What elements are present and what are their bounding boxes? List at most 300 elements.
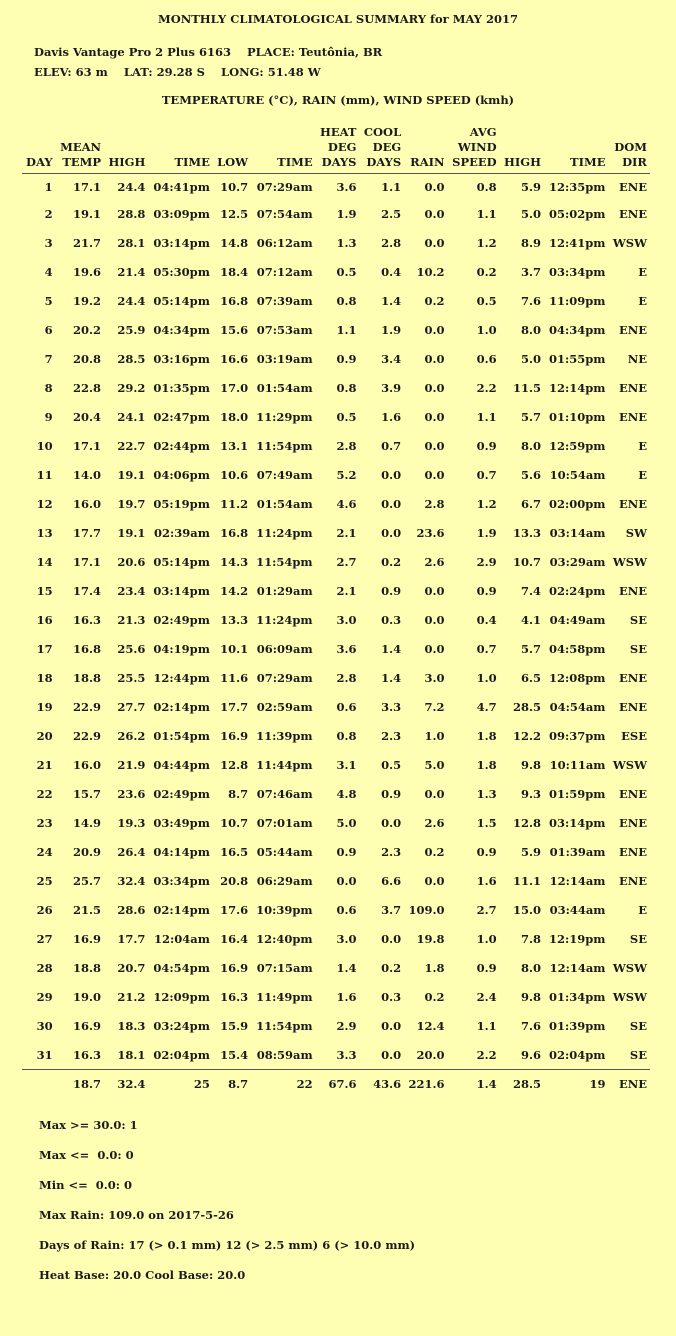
column-header [404,125,447,174]
table-cell: 02:39am [154,525,210,540]
table-cell: 11:39pm [256,728,313,743]
table-cell: 3.9 [381,380,402,395]
column-header-line [254,140,313,155]
table-cell: 3.0 [424,670,445,685]
table-cell: 18 [36,670,53,685]
table-cell: 02:44pm [153,438,210,453]
table-cell: 0.0 [336,873,357,888]
table-cell: 4.6 [336,496,357,511]
table-cell: 1.4 [336,960,357,975]
table-cell: 04:41pm [153,179,210,194]
column-header-line: RAIN [410,155,445,169]
table-cell: 17.7 [220,699,249,714]
table-cell: 14.9 [73,815,102,830]
table-cell: 04:54pm [153,960,210,975]
table-cell: 25.7 [73,873,102,888]
table-cell: 19.2 [73,293,102,308]
table-cell: 9.3 [520,786,541,801]
table-cell: 16.9 [220,728,249,743]
table-cell: 6 [44,322,53,337]
table-cell: 2.1 [336,525,357,540]
table-cell: 04:34pm [153,322,210,337]
table-cell: 1.9 [336,206,357,221]
column-header-line [407,140,444,155]
column-header-line [151,125,210,140]
table-cell: 05:14pm [153,293,210,308]
table-cell: 16.3 [220,989,249,1004]
table-row [22,1040,650,1070]
table-cell: 0.0 [424,235,445,250]
table-cell: 11 [36,467,53,482]
table-cell: 0.8 [476,179,497,194]
table-cell: 2.4 [476,989,497,1004]
table-cell: 12.8 [512,815,541,830]
table-cell: 19.3 [117,815,146,830]
table-cell: 11:24pm [256,525,313,540]
table-cell: 28.1 [117,235,146,250]
column-header [544,125,609,174]
table-cell: 10.7 [512,554,541,569]
table-cell: 12:41pm [549,235,606,250]
table-cell: 16.3 [73,1047,102,1062]
table-cell: 18.0 [220,409,249,424]
table-cell: 3.7 [381,902,402,917]
totals-cell: 67.6 [316,1070,360,1099]
column-header-line [407,125,444,140]
table-cell: 17.7 [73,525,102,540]
table-cell: 29.2 [117,380,146,395]
column-header-line: DIR [622,155,647,169]
table-cell: 16.9 [73,931,102,946]
table-row [22,518,650,547]
table-cell: 0.0 [424,467,445,482]
table-cell: 25.6 [117,641,146,656]
table-cell: E [638,264,647,279]
column-header-line: DEG [372,140,402,154]
table-cell: 12:04am [154,931,210,946]
table-cell: 12:14pm [549,380,606,395]
table-cell: 10.6 [220,467,249,482]
column-header-line: WIND [457,140,497,154]
table-cell: 7.6 [520,293,541,308]
column-header [500,125,544,174]
table-cell: 3.7 [520,264,541,279]
table-cell: 8.7 [228,786,249,801]
table-cell: 5.9 [520,844,541,859]
table-cell: 1.3 [476,786,497,801]
table-cell: 16.9 [73,1018,102,1033]
table-row [22,808,650,837]
table-cell: 11:44pm [256,757,313,772]
table-cell: 3.0 [336,931,357,946]
table-cell: 1.4 [381,670,402,685]
table-cell: 06:09am [256,641,313,656]
table-row [22,576,650,605]
table-cell: 17.0 [220,380,249,395]
table-cell: 21.2 [117,989,146,1004]
table-cell: 0.0 [424,206,445,221]
table-row [22,750,650,779]
table-cell: 16.6 [220,351,249,366]
table-row [22,924,650,953]
table-cell: ENE [618,380,647,395]
totals-cell: 18.7 [56,1070,104,1099]
table-cell: 06:29am [256,873,313,888]
table-cell: 11:54pm [256,554,313,569]
lat-label: LAT: [123,65,153,79]
table-cell: E [638,902,647,917]
table-cell: 1.0 [476,670,497,685]
table-cell: 22.9 [73,699,102,714]
table-cell: 28.5 [117,351,146,366]
table-cell: 05:02pm [549,206,606,221]
table-cell: 0.2 [476,264,497,279]
table-cell: 2 [44,206,53,221]
table-row [22,489,650,518]
totals-cell: 1.4 [448,1070,500,1099]
table-cell: 19.0 [73,989,102,1004]
table-cell: 07:15am [256,960,313,975]
table-cell: 18.1 [117,1047,146,1062]
table-cell: 25 [36,873,53,888]
table-cell: 04:34pm [549,322,606,337]
note-line: Days of Rain: 17 (> 0.1 mm) 12 (> 2.5 mm) 6 (> 10.0 mm) [39,1238,416,1252]
table-cell: 0.0 [381,525,402,540]
table-cell: 17.1 [73,438,102,453]
table-row [22,547,650,576]
table-cell: E [638,438,647,453]
table-cell: 21.7 [73,235,102,250]
table-cell: 20.0 [416,1047,445,1062]
table-cell: 08:59am [256,1047,313,1062]
table-cell: 2.9 [336,1018,357,1033]
table-cell: 9.8 [520,989,541,1004]
table-cell: 12.5 [220,206,249,221]
column-header-line [25,125,53,140]
table-cell: 2.8 [336,438,357,453]
table-cell: 05:14pm [153,554,210,569]
table-cell: 11:09pm [549,293,606,308]
table-cell: 5.9 [520,179,541,194]
table-cell: 0.0 [381,931,402,946]
table-cell: 22.8 [73,380,102,395]
table-cell: 20.9 [73,844,102,859]
table-row [22,663,650,692]
totals-cell: 28.5 [500,1070,544,1099]
table-cell: 03:49pm [153,815,210,830]
table-cell: 01:35pm [153,380,210,395]
table-cell: 20.8 [73,351,102,366]
column-header [251,125,316,174]
table-cell: ENE [618,670,647,685]
table-cell: 2.8 [381,235,402,250]
table-cell: 17.1 [73,554,102,569]
column-header-line: DAYS [366,155,402,169]
table-cell: 0.2 [424,293,445,308]
table-cell: 14.3 [220,554,249,569]
table-row [22,866,650,895]
column-header-line: TEMP [62,155,102,169]
column-header [359,125,404,174]
table-cell: 27.7 [117,699,146,714]
totals-cell [22,1070,56,1099]
table-cell: 1.1 [476,409,497,424]
table-cell: 0.5 [336,409,357,424]
table-cell: 0.7 [381,438,402,453]
column-header-line: TIME [570,155,606,169]
table-cell: 10.7 [220,179,249,194]
table-cell: SE [629,1018,647,1033]
totals-cell: 221.6 [404,1070,447,1099]
table-cell: 18.8 [73,960,102,975]
table-cell: 2.1 [336,583,357,598]
table-cell: 15 [36,583,53,598]
table-cell: 0.0 [381,815,402,830]
table-cell: 10.7 [220,815,249,830]
table-cell: 07:39am [256,293,313,308]
table-cell: 17.1 [73,179,102,194]
table-cell: 12:08pm [549,670,606,685]
table-cell: 02:59am [256,699,313,714]
table-cell: 0.2 [381,960,402,975]
table-cell: 0.9 [476,438,497,453]
table-cell: 03:14pm [153,235,210,250]
table-cell: 11:49pm [256,989,313,1004]
column-header [56,125,104,174]
table-cell: 0.0 [424,322,445,337]
table-cell: SW [625,525,647,540]
table-cell: 03:14pm [549,815,606,830]
column-header-line: HIGH [504,155,541,169]
table-cell: 0.7 [476,641,497,656]
table-cell: 3.3 [381,699,402,714]
table-cell: 16.8 [220,293,249,308]
table-row [22,431,650,460]
table-cell: 2.6 [424,554,445,569]
table-cell: 21.5 [73,902,102,917]
long-label: LONG: [221,65,264,79]
table-cell: 09:37pm [549,728,606,743]
table-cell: 01:39pm [549,1018,606,1033]
table-cell: 9 [44,409,53,424]
table-cell: 0.4 [381,264,402,279]
table-cell: 0.0 [424,786,445,801]
table-cell: 02:49pm [153,612,210,627]
table-cell: NE [627,351,647,366]
table-cell: 5.7 [520,409,541,424]
table-cell: 04:19pm [153,641,210,656]
table-cell: 1.4 [381,641,402,656]
column-header-line [107,140,145,155]
table-cell: 0.3 [381,989,402,1004]
table-cell: ENE [618,496,647,511]
column-header-line: AVG [469,125,497,139]
table-row [22,373,650,402]
table-cell: 07:29am [256,179,313,194]
column-header [316,125,360,174]
table-cell: 0.8 [336,380,357,395]
table-cell: 15.9 [220,1018,249,1033]
column-header [22,125,56,174]
table-cell: 11.2 [220,496,249,511]
table-cell: 0.9 [336,351,357,366]
table-cell: 07:29am [256,670,313,685]
table-cell: 22.9 [73,728,102,743]
table-cell: 13.3 [512,525,541,540]
table-cell: 0.9 [381,583,402,598]
table-cell: SE [629,641,647,656]
table-cell: 109.0 [408,902,445,917]
table-footer [22,1070,650,1099]
table-cell: 01:54pm [153,728,210,743]
table-cell: 11.5 [512,380,541,395]
long-value: 51.48 W [267,65,321,79]
column-header-line [547,125,606,140]
table-cell: 10 [36,438,53,453]
table-cell: 2.8 [424,496,445,511]
table-cell: 2.7 [336,554,357,569]
table-cell: 23 [36,815,53,830]
column-header-line [547,140,606,155]
table-cell: 15.7 [73,786,102,801]
table-cell: 05:19pm [153,496,210,511]
table-cell: 19.6 [73,264,102,279]
table-header [22,125,650,174]
table-cell: 02:24pm [549,583,606,598]
table-cell: 01:55pm [549,351,606,366]
table-cell: 22.7 [117,438,146,453]
table-cell: 8 [44,380,53,395]
table-cell: 1.6 [336,989,357,1004]
table-cell: 22 [36,786,53,801]
report-title: MONTHLY CLIMATOLOGICAL SUMMARY for MAY 2017 [157,12,519,26]
table-cell: 04:54am [549,699,606,714]
totals-cell: 25 [148,1070,213,1099]
table-cell: 05:30pm [153,264,210,279]
table-cell: 1.8 [476,728,497,743]
table-cell: 21.4 [117,264,146,279]
table-cell: 02:14pm [153,902,210,917]
table-cell: 0.0 [381,1047,402,1062]
table-cell: 02:04pm [549,1047,606,1062]
column-header-line [107,125,145,140]
table-cell: 02:00pm [549,496,606,511]
header-row [22,125,650,174]
table-cell: 18.3 [117,1018,146,1033]
table-cell: 16.4 [220,931,249,946]
table-cell: 03:14am [549,525,606,540]
table-cell: 16.9 [220,960,249,975]
table-cell: 12 [36,496,53,511]
table-cell: 13 [36,525,53,540]
table-cell: 02:49pm [153,786,210,801]
summary-notes [39,1117,415,1297]
table-cell: 03:34pm [153,873,210,888]
table-cell: 0.7 [476,467,497,482]
table-cell: 16.5 [220,844,249,859]
table-cell: 2.9 [476,554,497,569]
column-header-line [151,140,210,155]
table-cell: 5 [44,293,53,308]
table-row [22,228,650,257]
table-cell: 12:59pm [549,438,606,453]
place-label: PLACE: [247,45,295,59]
table-cell: 01:29am [256,583,313,598]
table-cell: 2.6 [424,815,445,830]
table-cell: 1.6 [476,873,497,888]
table-cell: 16.8 [73,641,102,656]
column-header-line [611,125,647,140]
table-cell: 0.0 [424,409,445,424]
units-line: TEMPERATURE (°C), RAIN (mm), WIND SPEED (kmh) [161,93,515,107]
table-cell: 3.6 [336,641,357,656]
table-cell: 1.0 [476,931,497,946]
table-cell: 16 [36,612,53,627]
column-header [608,125,650,174]
table-cell: 07:46am [256,786,313,801]
table-cell: 5.6 [520,467,541,482]
table-row [22,953,650,982]
table-cell: 3.3 [336,1047,357,1062]
column-header-line: HEAT [319,125,357,139]
table-cell: 1.2 [476,235,497,250]
table-cell: 11:29pm [256,409,313,424]
table-row [22,257,650,286]
table-cell: 12.4 [416,1018,445,1033]
column-header [104,125,148,174]
table-cell: 18.4 [220,264,249,279]
table-row [22,692,650,721]
table-cell: 20.6 [117,554,146,569]
table-cell: 03:44am [549,902,606,917]
table-cell: 15.6 [220,322,249,337]
table-cell: 12:09pm [153,989,210,1004]
table-cell: 1.1 [476,1018,497,1033]
table-cell: 10:54am [549,467,606,482]
table-row [22,634,650,663]
table-cell: 1.8 [476,757,497,772]
table-cell: 24.4 [117,293,146,308]
table-cell: ENE [618,409,647,424]
table-cell: 05:44am [256,844,313,859]
column-header [148,125,213,174]
table-cell: 01:54am [256,496,313,511]
table-cell: 8.0 [520,322,541,337]
table-cell: 3.4 [381,351,402,366]
column-header-line: SPEED [452,155,497,169]
table-cell: 02:47pm [153,409,210,424]
note-line: Heat Base: 20.0 Cool Base: 20.0 [39,1268,246,1282]
table-cell: 3.6 [336,179,357,194]
table-cell: 11.6 [220,670,249,685]
table-cell: 17.6 [220,902,249,917]
table-cell: 0.6 [336,699,357,714]
table-cell: 12:14am [549,960,606,975]
table-cell: 03:14pm [153,583,210,598]
column-header-line [25,140,53,155]
table-body [22,174,650,1070]
table-cell: 12:19pm [549,931,606,946]
table-cell: 5.7 [520,641,541,656]
table-cell: 24 [36,844,53,859]
table-cell: ENE [618,844,647,859]
table-cell: 0.5 [336,264,357,279]
table-cell: 32.4 [117,873,146,888]
table-row [22,895,650,924]
table-cell: 3 [44,235,53,250]
table-cell: 20.7 [117,960,146,975]
table-cell: 0.3 [381,612,402,627]
